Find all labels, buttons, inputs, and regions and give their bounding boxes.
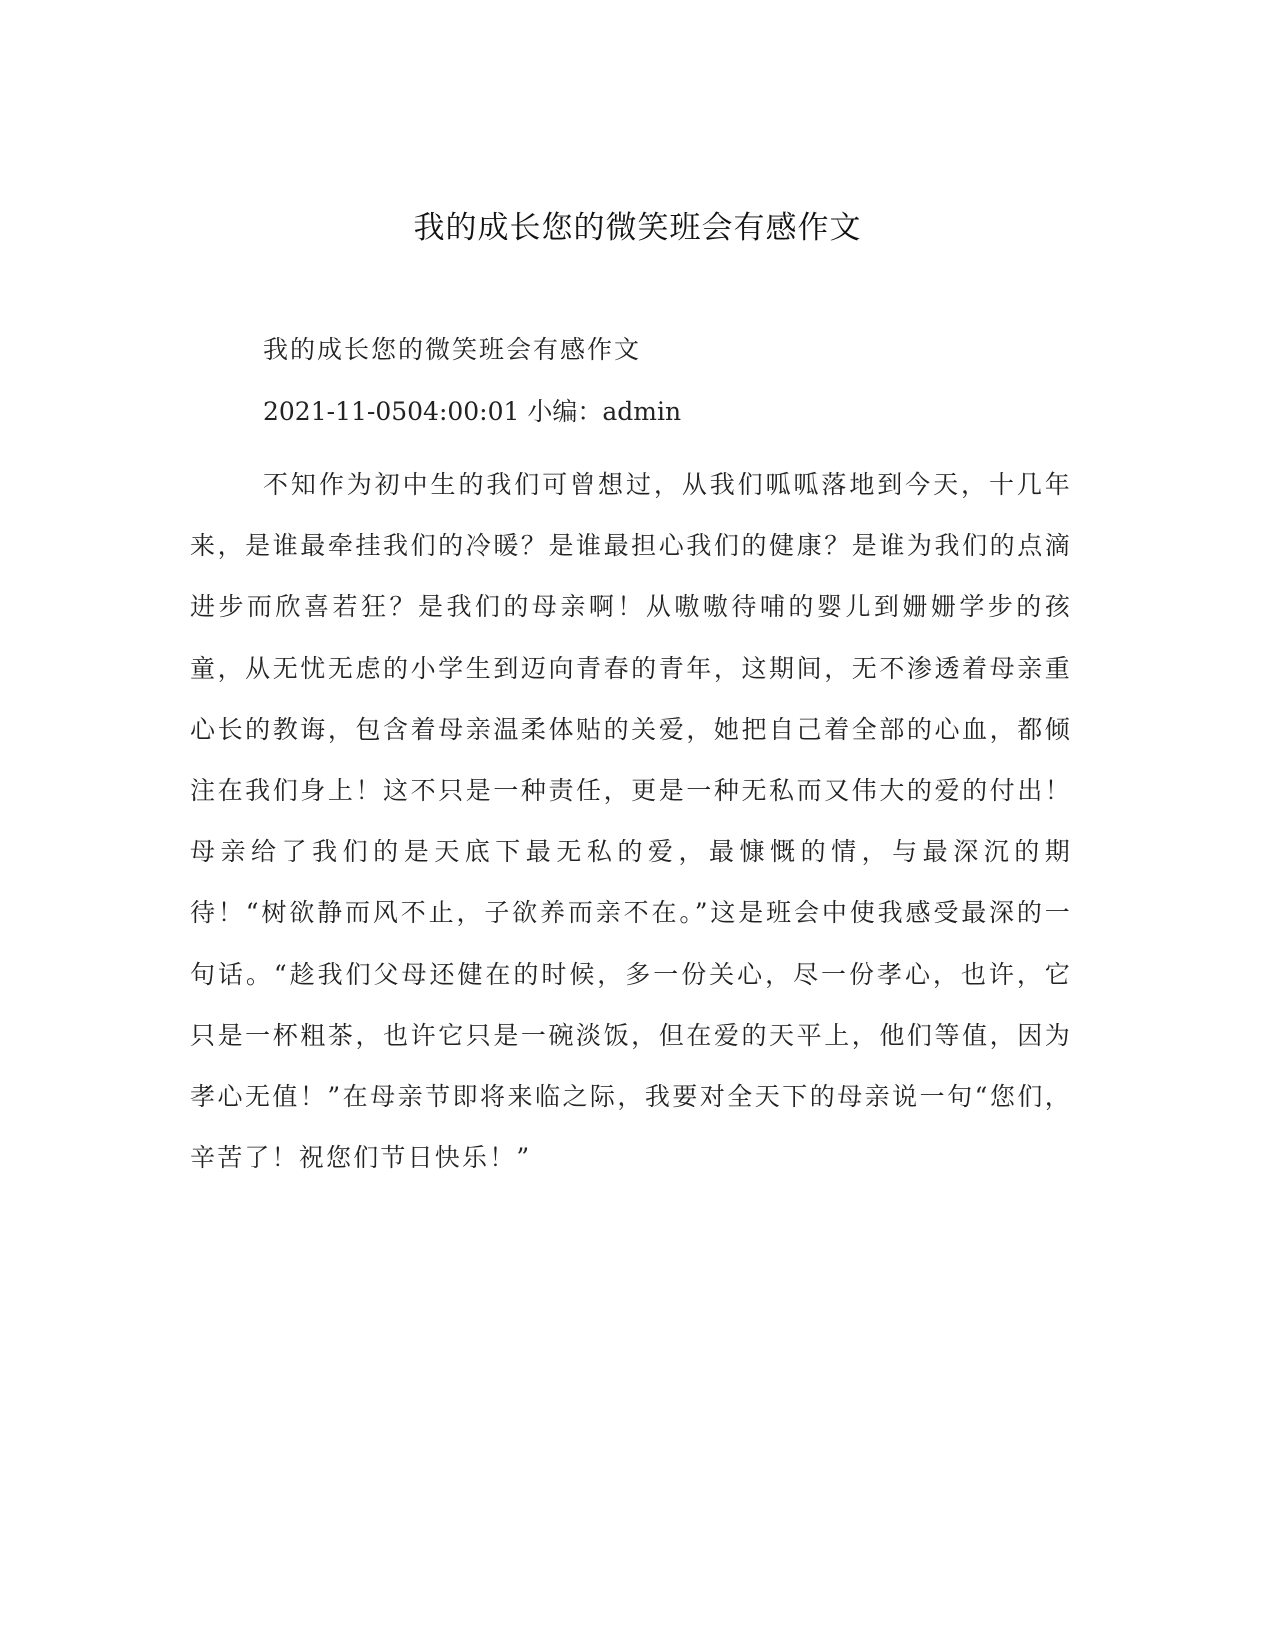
page-title: 我的成长您的微笑班会有感作文 [413,210,862,246]
article-subtitle: 我的成长您的微笑班会有感作文 [263,335,642,364]
article-meta: 2021-11-0504:00:01 小编：admin [263,397,682,426]
article-body: 不知作为初中生的我们可曾想过，从我们呱呱落地到今天，十几年来，是谁最牵挂我们的冷暖？是谁最担心我们的健康？是谁为我们的点滴进步而欣喜若狂？是我们的母亲啊！从嗷嗷待哺的婴儿到姗姗学步的孩童，从无忧无虑的小学生到迈向青春的青年，这期间，无不渗透着母亲重心长的教诲，包含着母亲温柔体贴的关爱，她把自己着全部的心血，都倾注在我们身上！这不只是一种责任，更是一种无私而又伟大的爱的付出！母亲给了我们的是天底下最无私的爱，最慷慨的情，与最深沉的期待！“树欲静而风不止，子欲养而亲不在。”这是班会中使我感受最深的一句话。“趁我们父母还健在的时候，多一份关心，尽一份孝心，也许，它只是一杯粗茶，也许它只是一碗淡饭，但在爱的天平上，他们等值，因为孝心无值！”在母亲节即将来临之际，我要对全天下的母亲说一句“您们，辛苦了！祝您们节日快乐！” [190,470,1072,1173]
